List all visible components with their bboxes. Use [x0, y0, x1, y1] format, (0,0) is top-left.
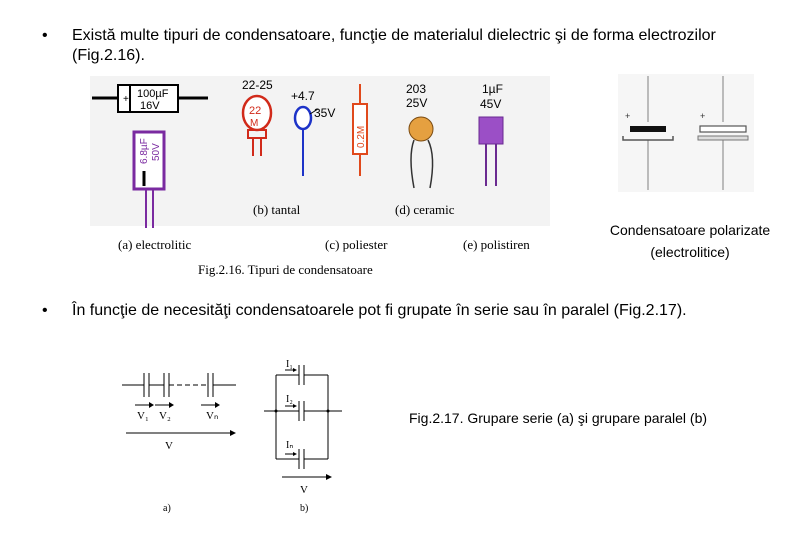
svg-text:+: + — [625, 111, 631, 121]
radial-value: 6.8µF — [139, 138, 150, 164]
series-voltage-vn: Vₙ — [206, 410, 219, 422]
polarized-caption-line-2: (electrolitice) — [650, 244, 730, 260]
series-label: a) — [163, 503, 171, 514]
tantal2-voltage: 35V — [314, 106, 336, 120]
parallel-current-in: Iₙ — [286, 440, 294, 451]
label-electrolitic: (a) electrolitic — [118, 237, 192, 252]
ceramic-voltage: 25V — [406, 96, 428, 110]
tantal-code: 22-25 — [242, 78, 273, 92]
label-tantal: (b) tantal — [253, 202, 301, 217]
series-voltage-total: V — [165, 440, 173, 452]
bullet-text-1: Există multe tipuri de condensatoare, funcţie de materialul dielectric şi de forma electrozilor (Fig.2.16). — [72, 27, 716, 64]
polarized-capacitor-symbols — [618, 74, 754, 192]
axial-voltage: 16V — [140, 100, 160, 112]
polarized-caption-line-1: Condensatoare polarizate — [609, 222, 771, 238]
figure-caption-2-17: Fig.2.17. Grupare serie (a) şi grupare paralel (b) — [409, 410, 708, 426]
parallel-voltage-total: V — [300, 484, 308, 496]
bullet-text-2: În funcţie de necesităţi condensatoarele pot fi grupate în serie sau în paralel (Fig.2.17). — [72, 302, 687, 319]
axial-value: 100µF — [137, 88, 169, 100]
bullet-marker: • — [42, 302, 48, 319]
polistiren-value: 1µF — [482, 82, 503, 96]
radial-voltage: 50V — [151, 143, 162, 161]
parallel-current-i2: I₂ — [286, 394, 293, 405]
series-voltage-v2: V₂ — [159, 410, 171, 422]
label-polistiren: (e) polistiren — [463, 237, 530, 252]
label-poliester: (c) poliester — [325, 237, 388, 252]
plus-marking: + — [123, 94, 129, 105]
series-voltage-v1: V₁ — [137, 410, 149, 422]
polarized-caption — [592, 219, 788, 263]
tantal-body-code: 22 — [249, 105, 262, 117]
parallel-current-i1: I₁ — [286, 359, 293, 370]
tantal-body-letter: M — [250, 118, 259, 129]
polistiren-voltage: 45V — [480, 97, 502, 111]
bullet-marker: • — [42, 27, 48, 44]
label-ceramic: (d) ceramic — [395, 202, 455, 217]
series-circuit-diagram — [118, 365, 248, 517]
parallel-circuit-diagram — [262, 355, 352, 517]
tantal2-value: +4.7 — [291, 89, 315, 103]
svg-text:+: + — [700, 111, 706, 121]
parallel-label: b) — [300, 503, 309, 514]
ceramic-code: 203 — [406, 82, 427, 96]
figure-caption-2-16: Fig.2.16. Tipuri de condensatoare — [198, 262, 373, 277]
poliester-value: 0.2M — [356, 125, 367, 148]
